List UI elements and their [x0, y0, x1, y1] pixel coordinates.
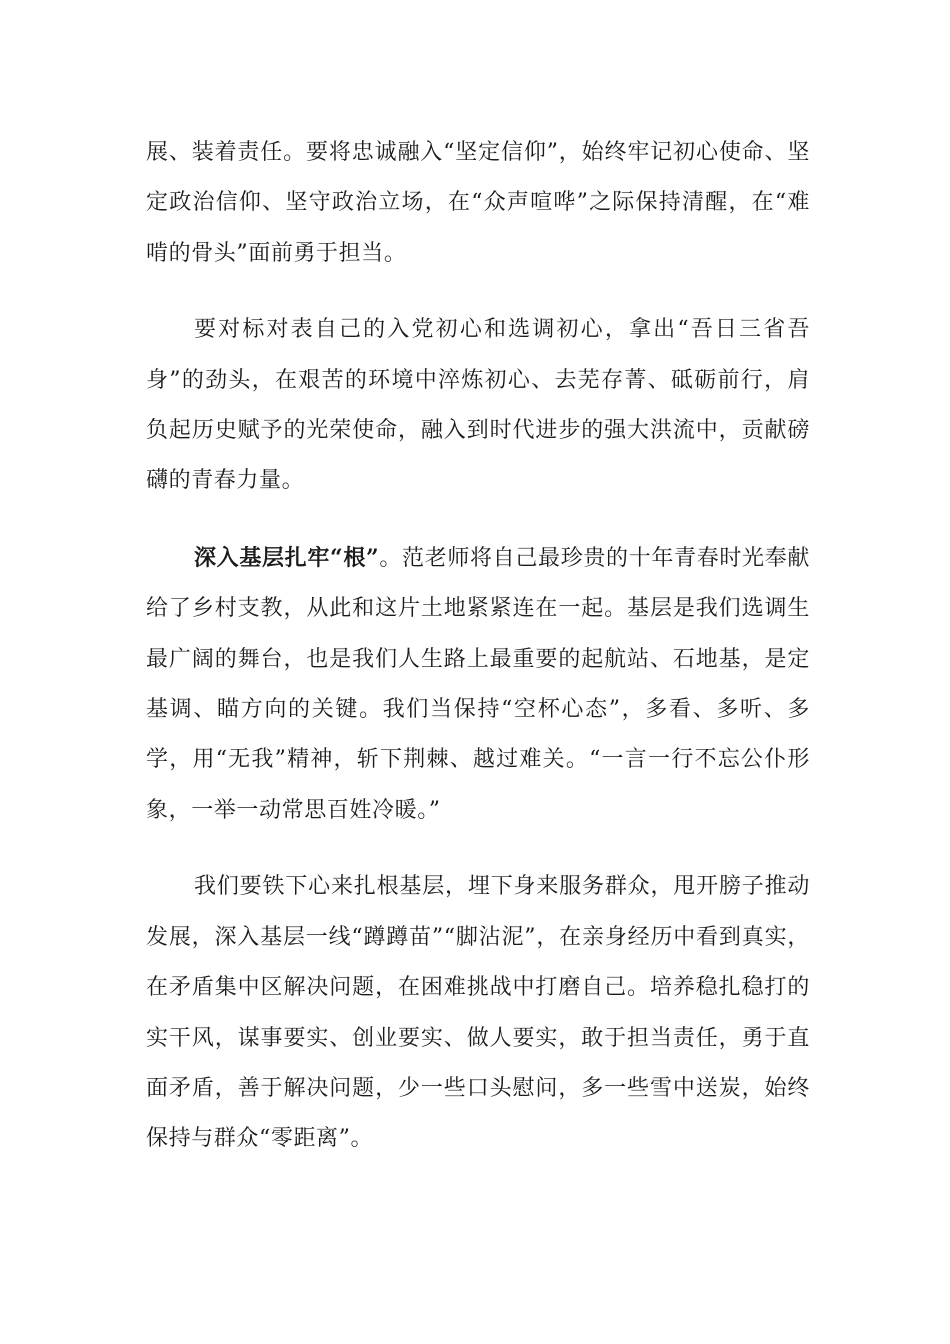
paragraph-text: 我们要铁下心来扎根基层，埋下身来服务群众，甩开膀子推动发展，深入基层一线“蹲蹲苗”“脚沾泥”，在亲身经历中看到真实，在矛盾集中区解决问题，在困难挑战中打磨自己。培养稳扎稳打的实干风，谋事要实、创业要实、做人要实，敢于担当责任，勇于直面矛盾，善于解决问题，少一些口头慰问，多一些雪中送炭，始终保持与群众“零距离”。: [146, 874, 810, 1152]
paragraph-original-aspiration: [146, 305, 810, 507]
document-body: [146, 128, 810, 1165]
paragraph-grassroots-root: [146, 533, 810, 836]
paragraph-text: 展、装着责任。要将忠诚融入“坚定信仰”，始终牢记初心使命、坚定政治信仰、坚守政治立场，在“众声喧哗”之际保持清醒，在“难啃的骨头”面前勇于担当。: [146, 140, 810, 266]
paragraph-gap: [146, 279, 810, 305]
paragraph-gap: [146, 836, 810, 862]
paragraph-serve-masses: [146, 862, 810, 1164]
paragraph-text: 要对标对表自己的入党初心和选调初心，拿出“吾日三省吾身”的劲头，在艰苦的环境中淬炼初心、去芜存菁、砥砺前行，肩负起历史赋予的光荣使命，融入到时代进步的强大洪流中，贡献磅礴的青春力量。: [146, 317, 810, 494]
paragraph-continuation: [146, 128, 810, 279]
paragraph-heading: 深入基层扎牢“根”: [194, 544, 380, 571]
paragraph-text: 。范老师将自己最珍贵的十年青春时光奉献给了乡村支教，从此和这片土地紧紧连在一起。基层是我们选调生最广阔的舞台，也是我们人生路上最重要的起航站、石地基，是定基调、瞄方向的关键。我们当保持“空杯心态”，多看、多听、多学，用“无我”精神，斩下荆棘、越过难关。“一言一行不忘公仆形象，一举一动常思百姓冷暖。”: [146, 545, 810, 823]
paragraph-gap: [146, 507, 810, 533]
